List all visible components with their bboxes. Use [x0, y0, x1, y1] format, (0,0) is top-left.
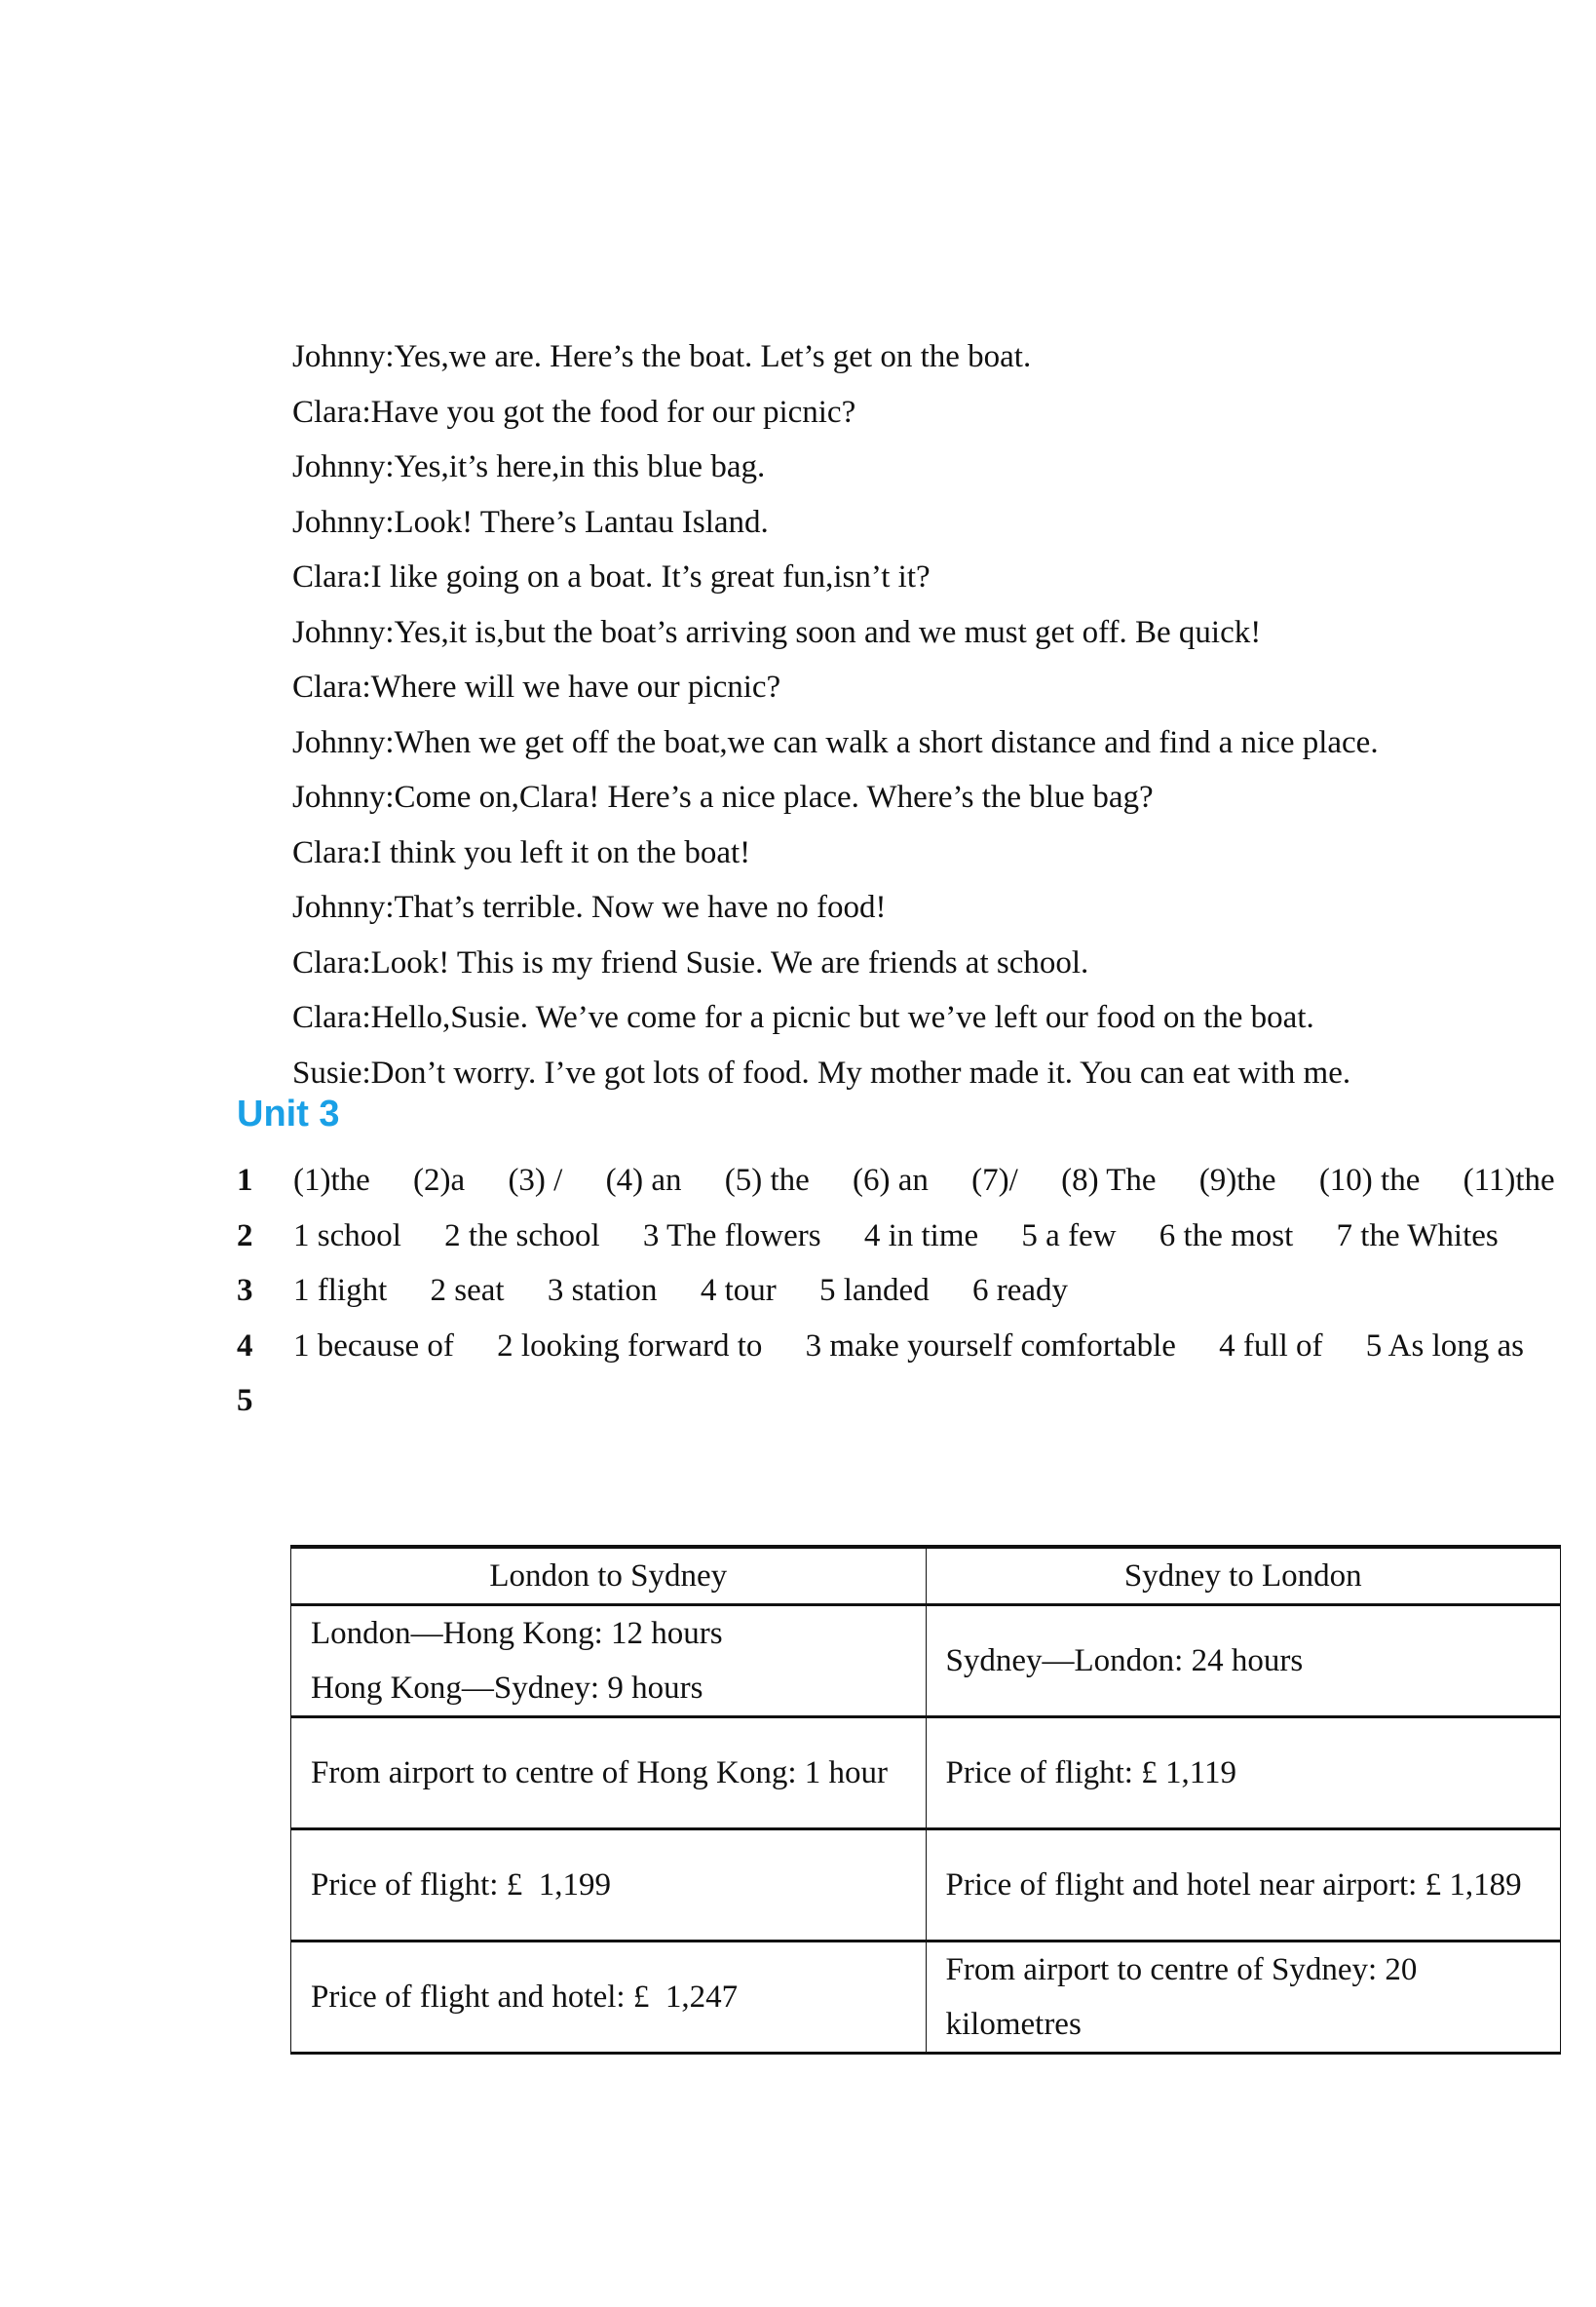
dialogue-line: Clara:Look! This is my friend Susie. We are friends at school. — [292, 944, 1089, 980]
answer-item: (9)the — [1198, 1163, 1276, 1198]
table-cell — [291, 1605, 927, 1717]
answer-item: 4 full of — [1219, 1327, 1323, 1364]
answer-item: (2)a — [413, 1163, 466, 1198]
dialogue-line: Susie:Don’t worry. I’ve got lots of food. My mother made it. You can eat with me. — [292, 1055, 1351, 1091]
answer-item: (3) / — [508, 1163, 563, 1198]
answer-3 — [237, 1263, 1562, 1319]
cell-text: From airport to centre of Hong Kong: 1 hour — [311, 1755, 889, 1790]
question-number: 5 — [237, 1383, 253, 1418]
answer-item: (7)/ — [971, 1163, 1018, 1198]
column-header: London to Sydney — [291, 1547, 927, 1605]
cell-text: Sydney—London: 24 hours — [945, 1643, 1304, 1678]
answer-items — [293, 1153, 1562, 1209]
dialogue-line: Johnny:Yes,we are. Here’s the boat. Let’s get on the boat. — [292, 339, 1032, 374]
dialogue-line: Clara:I think you left it on the boat! — [292, 834, 751, 870]
cell-text: From airport to centre of Sydney: 20 kilometres — [945, 1952, 1418, 2042]
answer-item: (10) the — [1318, 1163, 1421, 1198]
table-cell — [291, 1942, 927, 2054]
table-cell — [926, 1605, 1561, 1717]
answer-item: 5 As long as — [1365, 1327, 1524, 1364]
answer-item: (4) an — [605, 1163, 682, 1198]
dialogue-transcript — [292, 329, 1578, 1100]
answer-item: 2 looking forward to — [497, 1327, 763, 1364]
dialogue-line: Clara:I like going on a boat. It’s great fun,isn’t it? — [292, 559, 931, 595]
answer-2 — [237, 1209, 1562, 1264]
answer-item: 6 the most — [1159, 1217, 1294, 1253]
answer-item: 1 because of — [293, 1327, 454, 1364]
cell-text: Price of flight and hotel: £ 1,247 — [311, 1980, 739, 2015]
cell-text: Hong Kong—Sydney: 9 hours — [311, 1671, 703, 1706]
answer-item: 4 in time — [863, 1217, 979, 1253]
dialogue-line: Clara:Hello,Susie. We’ve come for a picnic but we’ve left our food on the boat. — [292, 1000, 1314, 1035]
answer-item: (6) an — [853, 1163, 929, 1198]
answer-item: 6 ready — [971, 1273, 1068, 1308]
dialogue-line: Johnny:Look! There’s Lantau Island. — [292, 504, 769, 540]
answer-item: 7 the Whites — [1336, 1217, 1499, 1253]
answer-item: 2 the school — [444, 1217, 600, 1253]
answer-1 — [237, 1153, 1562, 1209]
answer-item: (1)the — [293, 1163, 370, 1198]
table-row — [291, 1829, 1561, 1942]
table-row — [291, 1942, 1561, 2054]
question-number: 4 — [237, 1327, 253, 1364]
question-number: 1 — [237, 1163, 253, 1198]
dialogue-line: Clara:Have you got the food for our picnic? — [292, 394, 856, 430]
unit-heading: Unit 3 — [237, 1094, 340, 1134]
answer-item: 1 flight — [293, 1273, 388, 1308]
answer-list — [237, 1153, 1562, 1429]
answer-item: 1 school — [293, 1217, 401, 1253]
dialogue-line: Johnny:When we get off the boat,we can walk a short distance and find a nice place. — [292, 724, 1379, 760]
answer-items — [293, 1209, 1562, 1264]
column-header: Sydney to London — [926, 1547, 1561, 1605]
dialogue-line: Johnny:Yes,it’s here,in this blue bag. — [292, 449, 766, 484]
answer-item: (8) The — [1061, 1163, 1157, 1198]
answer-items — [293, 1319, 1562, 1374]
dialogue-line: Johnny:That’s terrible. Now we have no food! — [292, 890, 887, 925]
answer-4 — [237, 1319, 1562, 1374]
table-cell — [291, 1829, 927, 1942]
answer-item: 2 seat — [430, 1273, 505, 1308]
table-cell — [926, 1829, 1561, 1942]
answer-item: (5) the — [724, 1163, 810, 1198]
dialogue-line: Johnny:Come on,Clara! Here’s a nice place. Where’s the blue bag? — [292, 780, 1154, 815]
flight-comparison-table — [290, 1545, 1561, 2055]
answer-item: 5 landed — [818, 1273, 930, 1308]
dialogue-line: Johnny:Yes,it is,but the boat’s arriving soon and we must get off. Be quick! — [292, 614, 1262, 650]
dialogue-line: Clara:Where will we have our picnic? — [292, 670, 781, 705]
answer-item: 4 tour — [700, 1273, 777, 1308]
table-row — [291, 1717, 1561, 1829]
cell-text: Price of flight: £ 1,119 — [945, 1755, 1236, 1790]
answer-item: 3 station — [547, 1273, 658, 1308]
table-cell — [291, 1717, 927, 1829]
table-cell — [926, 1942, 1561, 2054]
table-cell — [926, 1717, 1561, 1829]
answer-item: 3 make yourself comfortable — [805, 1327, 1176, 1364]
question-number: 3 — [237, 1273, 253, 1308]
answer-item: (11)the — [1463, 1163, 1555, 1198]
cell-text: London—Hong Kong: 12 hours — [311, 1616, 723, 1651]
cell-text: Price of flight and hotel near airport: £ 1,189 — [945, 1867, 1522, 1903]
answer-items — [293, 1263, 1562, 1319]
question-number: 2 — [237, 1217, 253, 1253]
table-header-row — [291, 1547, 1561, 1605]
answer-item: 5 a few — [1021, 1217, 1117, 1253]
answer-item: 3 The flowers — [642, 1217, 821, 1253]
cell-text: Price of flight: £ 1,199 — [311, 1867, 611, 1903]
answer-5 — [237, 1373, 1562, 1429]
table-row — [291, 1605, 1561, 1717]
